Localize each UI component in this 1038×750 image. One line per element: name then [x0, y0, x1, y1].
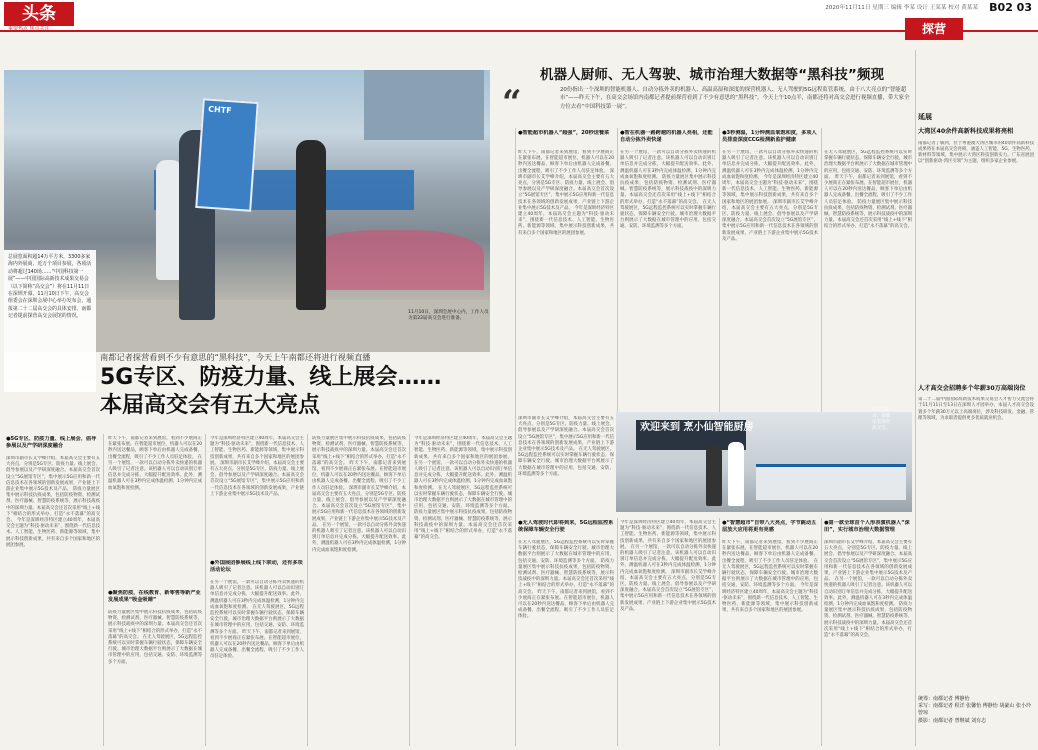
- sidebar-text: 第二十二届中国国际高新技术成果交易会人才智力交流会将于11月11日至13日在深圳人才园举办，本届人才高交会设置多个年薪30万元以上高端岗位，涉及科技研发、金融、管理等领域，为求职者提供更多优质就业机会。: [918, 397, 1034, 421]
- subhead: ●聚焦防疫，在线教育、新零售等新产业发展成果“吸金吸睛”: [108, 590, 201, 603]
- headline-line-1: 5G专区、防疫力量、线上展会……: [100, 365, 442, 390]
- sidebar: [918, 112, 1034, 545]
- body-column: 在另一个展馆，一款可以自动分拣外卖快递的机器人吸引了记者注意。该机器人可以自动识别订单信息并完成分拣，大幅提升配送效率。此外，测温机器人可在3秒内完成体温检测，1分钟内完成血氧饱和度检测。 今年是深圳经济特区建立40周年，本届高交会主题为“科技·驱动未来”，围绕新一代信息技术、人工智能、生物医药、新能源等领域，集中展示科技创新成果，共有来自多个国家和地区的展团参展。 深圳市副市长艾学峰介绍，本届高交会主要有五大亮点，分别是5G专区、防疫力量、线上展会、倡导参展以及产学研深度融合。本届高交会首次设立“5G展馆专区”，集中展示5G应用和新一代信息技术在各领域的创新发展成果，产业链上下游企业集中展示5G技术及产品。: [722, 150, 818, 242]
- body-column: 在另一个展馆，一款可以自动分拣外卖快递的机器人吸引了记者注意。该机器人可以自动识别订单信息并完成分拣，大幅提升配送效率。此外，测温机器人可在3秒内完成体温检测，1分钟内完成血氧饱和度检测。 防疫力量展区集中展示科技抗疫成果，包括防疫物资、检测试剂、医疗器械、智慧防疫系统等，展示科技战疫中的深圳力量。本届高交会还首次采用“线上+线下”相结合的形式举办，打造“永不落幕”的高交会。 在无人驾驶展区，5G远程监控系统可以实时掌握车辆行驶状态，保障车辆安全行驶。城市治理大数据平台则展示了大数据在城市管理中的应用，包括交通、安防、环境监测等多个方面。: [620, 150, 716, 230]
- sidebar-heading: 大湾区40余件高新科技成果将亮相: [918, 128, 1014, 135]
- body-column: 今年是深圳经济特区建立40周年，本届高交会主题为“科技·驱动未来”，围绕新一代信息技术、人工智能、生物医药、新能源等领域，集中展示科技创新成果，共有来自多个国家和地区的展团参展。 在另一个展馆，一款可以自动分拣外卖快递的机器人吸引了记者注意。该机器人可以自动识别订单信息并完成分拣，大幅提升配送效率。此外，测温机器人可在3秒内完成体温检测，1分钟内完成血氧饱和度检测。 在无人驾驶展区，5G远程监控系统可以实时掌握车辆行驶状态，保障车辆安全行驶。城市治理大数据平台则展示了大数据在城市管理中的应用，包括交通、安防、环境监测等多个方面。 防疫力量展区集中展示科技抗疫成果，包括防疫物资、检测试剂、医疗器械、智慧防疫系统等，展示科技战疫中的深圳力量。本届高交会还首次采用“线上+线下”相结合的形式举办，打造“永不落幕”的高交会。: [414, 436, 512, 541]
- photo-building: [364, 70, 484, 140]
- section-slogan: 重要热点 焦点关注: [8, 26, 50, 32]
- body-column: 在无人驾驶展区，5G远程监控系统可以实时掌握车辆行驶状态，保障车辆安全行驶。城市治理大数据平台则展示了大数据在城市管理中的应用，包括交通、安防、环境监测等多个方面。 昨天下午，南都记者来到展馆，看到不少展商正在紧张布展。在智能超市展位，机器人可以在20秒内送达餐品，顾客下单后由机器人完成备餐、出餐全流程，吸引了不少工作人员驻足体验。 防疫力量展区集中展示科技抗疫成果，包括防疫物资、检测试剂、医疗器械、智慧防疫系统等，展示科技战疫中的深圳力量。本届高交会还首次采用“线上+线下”相结合的形式举办，打造“永不落幕”的高交会。: [824, 150, 912, 230]
- photo2-counter: [756, 464, 906, 500]
- credits: [918, 696, 1034, 725]
- photo-caption: 11月10日，深圳会展中心内，工作人员为第22届高交会进行准备。: [408, 310, 489, 322]
- headline-line-2: 本届高交会有五大亮点: [100, 393, 321, 418]
- kitchen-photo: [616, 412, 912, 512]
- credit-line: 摄影：南都记者 曾继斌 刘有志: [918, 717, 987, 724]
- subhead: ●3秒测温，1分钟测血氧饱和度，多项人员排查深度CCG检测新监护健康: [722, 130, 817, 143]
- subhead: ●智能超市机器人“超强”，20秒送餐菜: [518, 130, 610, 136]
- intro-box: 总展览面积超14万平方米，3300多家海内外展商，近万个项目参展，各项活动将超过140场……“中国科技第一展”——中国国际高新技术成果交易会（以下简称“高交会”）将在11月11日在深圳开幕，11月10日下午，高交会组委会在深圳会展中心举办发布会，通报第二十二届高交会的具体安排。南都记者提前探营高交会展馆的情况。: [4, 250, 96, 392]
- photo2-person: [728, 442, 744, 506]
- body-column: 深圳市副市长艾学峰介绍，本届高交会主要有五大亮点，分别是5G专区、防疫力量、线上展会、倡导参展以及产学研深度融合。本届高交会首次设立“5G展馆专区”，集中展示5G应用和新一代信息技术在各领域的创新发展成果，产业链上下游企业集中展示5G技术及产品。 防疫力量展区集中展示科技抗疫成果，包括防疫物资、检测试剂、医疗器械、智慧防疫系统等，展示科技战疫中的深圳力量。本届高交会还首次采用“线上+线下”相结合的形式举办，打造“永不落幕”的高交会。 今年是深圳经济特区建立40周年，本届高交会主题为“科技·驱动未来”，围绕新一代信息技术、人工智能、生物医药、新能源等领域，集中展示科技创新成果，共有来自多个国家和地区的展团参展。: [6, 456, 100, 548]
- photo2-caption: 11月10日，南都记者探营高交会。: [872, 408, 891, 431]
- section-title: 头条: [4, 2, 74, 26]
- body-column: 深圳市副市长艾学峰介绍，本届高交会主要有五大亮点，分别是5G专区、防疫力量、线上展会、倡导参展以及产学研深度融合。本届高交会首次设立“5G展馆专区”，集中展示5G应用和新一代信息技术在各领域的创新发展成果，产业链上下游企业集中展示5G技术及产品。 在无人驾驶展区，5G远程监控系统可以实时掌握车辆行驶状态，保障车辆安全行驶。城市治理大数据平台则展示了大数据在城市管理中的应用，包括交通、安防、环境监测等多个方面。: [518, 416, 614, 477]
- subhead: ●无人驾驶时代即将到来，5G远程监控系统保障车辆安全行驶: [518, 520, 614, 533]
- body-column: 昨天下午，南都记者来到展馆，看到不少展商正在紧张布展。在智能超市展位，机器人可以在20秒内送达餐品，顾客下单后由机器人完成备餐、出餐全流程，吸引了不少工作人员驻足体验。 在另一个展馆，一款可以自动分拣外卖快递的机器人吸引了记者注意。该机器人可以自动识别订单信息并完成分拣，大幅提升配送效率。此外，测温机器人可在3秒内完成体温检测，1分钟内完成血氧饱和度检测。: [108, 436, 202, 491]
- dateline: 2020年11月11日 星期三 编辑 李某 设计 王某某 校对 黄某某: [825, 5, 978, 11]
- body-column: 昨天下午，南都记者来到展馆，看到不少展商正在紧张布展。在智能超市展位，机器人可以在20秒内送达餐品，顾客下单后由机器人完成备餐、出餐全流程，吸引了不少工作人员驻足体验。 在无人驾驶展区，5G远程监控系统可以实时掌握车辆行驶状态，保障车辆安全行驶。城市治理大数据平台则展示了大数据在城市管理中的应用，包括交通、安防、环境监测等多个方面。 今年是深圳经济特区建立40周年，本届高交会主题为“科技·驱动未来”，围绕新一代信息技术、人工智能、生物医药、新能源等领域，集中展示科技创新成果，共有来自多个国家和地区的展团参展。: [722, 540, 818, 614]
- subhead: ●“智慧超市”自带八大亮点，字节跳动五层放大应用将更有亮感: [722, 520, 817, 533]
- subhead: ●外国展团参展线上线下联动，还有多项活动论坛: [210, 560, 303, 573]
- page-main-title: 机器人厨师、无人驾驶、城市治理大数据等“黑科技”频现: [540, 68, 885, 83]
- body-column: 今年是深圳经济特区建立40周年，本届高交会主题为“科技·驱动未来”，围绕新一代信息技术、人工智能、生物医药、新能源等领域，集中展示科技创新成果，共有来自多个国家和地区的展团参展。 深圳市副市长艾学峰介绍，本届高交会主要有五大亮点，分别是5G专区、防疫力量、线上展会、倡导参展以及产学研深度融合。本届高交会首次设立“5G展馆专区”，集中展示5G应用和新一代信息技术在各领域的创新发展成果，产业链上下游企业集中展示5G技术及产品。: [210, 436, 304, 497]
- photo-person: [296, 140, 326, 310]
- subhead: ●智在机器一路跨越的机器人亮相，还能自动分拣外卖快递: [620, 130, 713, 143]
- photo-sign-board: [195, 98, 259, 212]
- page-number: B02 03: [989, 1, 1032, 14]
- body-column: 在另一个展馆，一款可以自动分拣外卖快递的机器人吸引了记者注意。该机器人可以自动识别订单信息并完成分拣，大幅提升配送效率。此外，测温机器人可在3秒内完成体温检测，1分钟内完成血氧饱和度检测。 在无人驾驶展区，5G远程监控系统可以实时掌握车辆行驶状态，保障车辆安全行驶。城市治理大数据平台则展示了大数据在城市管理中的应用，包括交通、安防、环境监测等多个方面。 昨天下午，南都记者来到展馆，看到不少展商正在紧张布展。在智能超市展位，机器人可以在20秒内送达餐品，顾客下单后由机器人完成备餐、出餐全流程，吸引了不少工作人员驻足体验。: [210, 580, 304, 660]
- sidebar-text: 南都记者了解到，位于粤港澳大湾区城市的40余件高新科技成果将在本届高交会亮相，涵盖人工智能、5G、生物医药、新材料等领域，集中展示大湾区科技创新实力。广东省展团以“创新驱动·湾区引领”为主题，组织多家企业参展。: [918, 140, 1034, 165]
- body-column: 防疫力量展区集中展示科技抗疫成果，包括防疫物资、检测试剂、医疗器械、智慧防疫系统等，展示科技战疫中的深圳力量。本届高交会还首次采用“线上+线下”相结合的形式举办，打造“永不落幕”的高交会。 昨天下午，南都记者来到展馆，看到不少展商正在紧张布展。在智能超市展位，机器人可以在20秒内送达餐品，顾客下单后由机器人完成备餐、出餐全流程，吸引了不少工作人员驻足体验。 深圳市副市长艾学峰介绍，本届高交会主要有五大亮点，分别是5G专区、防疫力量、线上展会、倡导参展以及产学研深度融合。本届高交会首次设立“5G展馆专区”，集中展示5G应用和新一代信息技术在各领域的创新发展成果，产业链上下游企业集中展示5G技术及产品。 在另一个展馆，一款可以自动分拣外卖快递的机器人吸引了记者注意。该机器人可以自动识别订单信息并完成分拣，大幅提升配送效率。此外，测温机器人可在3秒内完成体温检测，1分钟内完成血氧饱和度检测。: [312, 436, 406, 553]
- body-column: 昨天下午，南都记者来到展馆，看到不少展商正在紧张布展。在智能超市展位，机器人可以在20秒内送达餐品，顾客下单后由机器人完成备餐、出餐全流程，吸引了不少工作人员驻足体验。 深圳市副市长艾学峰介绍，本届高交会主要有五大亮点，分别是5G专区、防疫力量、线上展会、倡导参展以及产学研深度融合。本届高交会首次设立“5G展馆专区”，集中展示5G应用和新一代信息技术在各领域的创新发展成果，产业链上下游企业集中展示5G技术及产品。 今年是深圳经济特区建立40周年，本届高交会主题为“科技·驱动未来”，围绕新一代信息技术、人工智能、生物医药、新能源等领域，集中展示科技创新成果，共有来自多个国家和地区的展团参展。: [518, 150, 614, 236]
- body-column: 深圳市副市长艾学峰介绍，本届高交会主要有五大亮点，分别是5G专区、防疫力量、线上展会、倡导参展以及产学研深度融合。本届高交会首次设立“5G展馆专区”，集中展示5G应用和新一代信息技术在各领域的创新发展成果，产业链上下游企业集中展示5G技术及产品。 在另一个展馆，一款可以自动分拣外卖快递的机器人吸引了记者注意。该机器人可以自动识别订单信息并完成分拣，大幅提升配送效率。此外，测温机器人可在3秒内完成体温检测，1分钟内完成血氧饱和度检测。 防疫力量展区集中展示科技抗疫成果，包括防疫物资、检测试剂、医疗器械、智慧防疫系统等，展示科技战疫中的深圳力量。本届高交会还首次采用“线上+线下”相结合的形式举办，打造“永不落幕”的高交会。: [824, 540, 912, 639]
- subhead: ●5G专区、防疫力量、线上展会、倡导参展以及产学研深度融合: [6, 436, 97, 449]
- sidebar-label: 延展: [918, 113, 932, 121]
- feature-headline: [100, 364, 500, 420]
- photo2-sign-text: 欢迎来到 烹小仙智能厨房: [640, 422, 754, 433]
- photo-flowers: [304, 230, 484, 290]
- column-tag: 探营: [905, 18, 963, 40]
- body-column: 在无人驾驶展区，5G远程监控系统可以实时掌握车辆行驶状态，保障车辆安全行驶。城市治理大数据平台则展示了大数据在城市管理中的应用，包括交通、安防、环境监测等多个方面。 防疫力量展区集中展示科技抗疫成果，包括防疫物资、检测试剂、医疗器械、智慧防疫系统等，展示科技战疫中的深圳力量。本届高交会还首次采用“线上+线下”相结合的形式举办，打造“永不落幕”的高交会。 昨天下午，南都记者来到展馆，看到不少展商正在紧张布展。在智能超市展位，机器人可以在20秒内送达餐品，顾客下单后由机器人完成备餐、出餐全流程，吸引了不少工作人员驻足体验。: [518, 540, 614, 620]
- sidebar-heading: 人才高交会招聘多个年薪30万高端岗位: [918, 384, 1026, 392]
- main-lead: 20份指出一个深圳的智能机器人、自动分拣外卖的机器人、高温高湿和深度的探营机器人、无人驾驶的5G远程监管系统，由于八大亮点的“智能超市”——昨天下午，在高交会场馆内南都记者提前探营看到了不少有意思的“黑科技”。今天上午10点半，南都还将对高交会进行视频直播，带大家全方位去看“中国科技第一展”。: [560, 87, 910, 110]
- credit-line: 统筹：南都记者 傅静怡: [918, 696, 970, 702]
- photo2-person: [706, 446, 722, 506]
- body-column: 今年是深圳经济特区建立40周年，本届高交会主题为“科技·驱动未来”，围绕新一代信息技术、人工智能、生物医药、新能源等领域，集中展示科技创新成果，共有来自多个国家和地区的展团参展。 在另一个展馆，一款可以自动分拣外卖快递的机器人吸引了记者注意。该机器人可以自动识别订单信息并完成分拣，大幅提升配送效率。此外，测温机器人可在3秒内完成体温检测，1分钟内完成血氧饱和度检测。 深圳市副市长艾学峰介绍，本届高交会主要有五大亮点，分别是5G专区、防疫力量、线上展会、倡导参展以及产学研深度融合。本届高交会首次设立“5G展馆专区”，集中展示5G应用和新一代信息技术在各领域的创新发展成果，产业链上下游企业集中展示5G技术及产品。: [620, 520, 716, 612]
- quote-mark-icon: “: [502, 83, 522, 123]
- photo-sign-text: CHTF: [207, 104, 232, 116]
- credit-line: 采写：南都记者 程洋 张馨怡 傅静怡 胡豪山 张小玲 曾琼: [918, 703, 1031, 717]
- subhead: ●第一款全球首个人形表演机器人“深田”，实行城市治理大数据管理: [824, 520, 910, 533]
- body-column: 防疫力量展区集中展示科技抗疫成果，包括防疫物资、检测试剂、医疗器械、智慧防疫系统等，展示科技战疫中的深圳力量。本届高交会还首次采用“线上+线下”相结合的形式举办，打造“永不落幕”的高交会。 在无人驾驶展区，5G远程监控系统可以实时掌握车辆行驶状态，保障车辆安全行驶。城市治理大数据平台则展示了大数据在城市管理中的应用，包括交通、安防、环境监测等多个方面。: [108, 610, 202, 665]
- feature-kicker: 南都记者探营看到不少有意思的“黑科技”，今天上午南都还将进行视频直播: [100, 352, 371, 362]
